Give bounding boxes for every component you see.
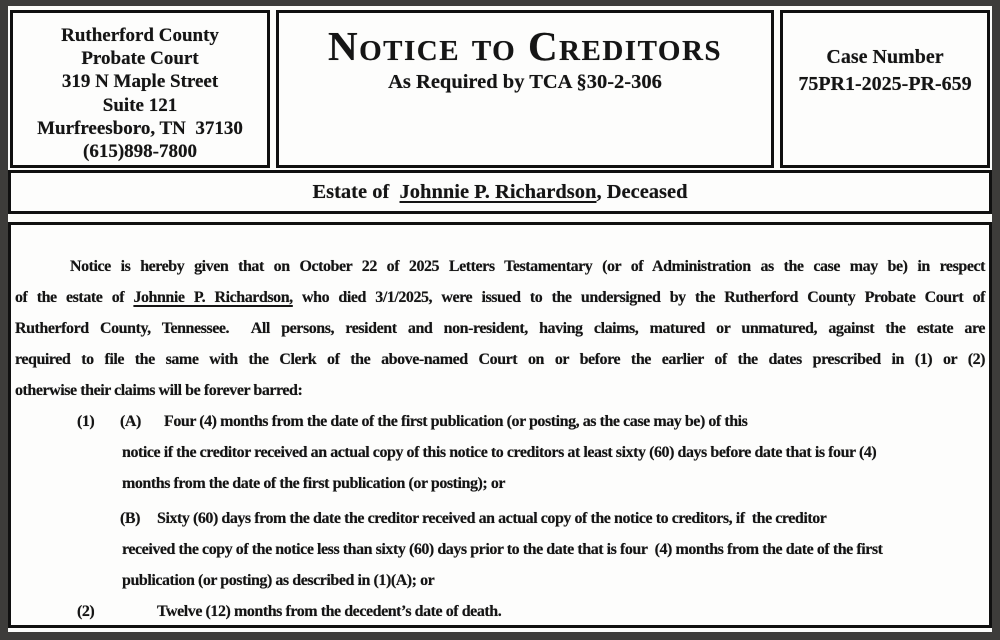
decedent-name-inline: Johnnie P. Richardson,	[133, 289, 293, 306]
estate-prefix: Estate of	[312, 180, 400, 203]
estate-suffix: , Deceased	[596, 180, 688, 203]
court-address-box	[10, 10, 270, 168]
header-row	[10, 10, 990, 168]
notice-paragraph-line-2	[15, 282, 985, 313]
title-box	[276, 10, 774, 168]
item-2-marker: (2)	[77, 603, 95, 620]
notice-body-box	[8, 222, 992, 628]
court-street-line: 319 N Maple Street	[61, 71, 219, 93]
court-name-line: Rutherford County	[61, 25, 219, 46]
item-1b-text-1: Sixty (60) days from the date the creditor received an actual copy of the notice to creditors, if the creditor	[157, 510, 827, 527]
item-2-text: Twelve (12) months from the decedent’s date of death.	[157, 603, 502, 620]
notice-paragraph-line-4: required to file the same with the Clerk of the above-named Court on or before the earlier of the dates prescribed in (1) or (2)	[15, 351, 985, 368]
document-subtitle: As Required by TCA §30-2-306	[388, 71, 662, 93]
notice-paragraph-line-3: Rutherford County, Tennessee. All persons, resident and non-resident, having claims, matured or unmatured, against the estate are	[15, 320, 985, 337]
estate-banner	[8, 170, 992, 214]
notice-paragraph-line-1: Notice is hereby given that on October 22 of 2025 Letters Testamentary (or of Administration as the case may be) in respect	[70, 258, 985, 275]
list-item-1a-line-2: notice if the creditor received an actual copy of this notice to creditors at least sixty (60) days before date that is four (4)	[122, 444, 877, 461]
case-number-label: Case Number	[826, 46, 944, 68]
notice-paragraph-line-5: otherwise their claims will be forever barred:	[15, 382, 303, 399]
case-number-value: 75PR1-2025-PR-659	[798, 73, 972, 95]
court-type-line: Probate Court	[81, 48, 199, 70]
document-page	[8, 6, 992, 632]
document-title: Notice to Creditors	[327, 23, 723, 69]
court-city-line: Murfreesboro, TN 37130	[37, 117, 243, 139]
list-item-1b-line-1	[120, 503, 985, 534]
item-1a-text-1: Four (4) months from the date of the first publication (or posting, as the case may be) of this	[164, 413, 748, 430]
paragraph-after-name: who died 3/1/2025, were issued to the undersigned by the Rutherford County Probate Court of	[292, 289, 986, 306]
paragraph-before-name: of the estate of	[15, 289, 134, 306]
item-1b-marker: (B)	[120, 510, 140, 527]
list-item-1a-line-3: months from the date of the first publication (or posting); or	[122, 475, 506, 492]
court-phone-line: (615)898-7800	[83, 141, 197, 163]
item-1a-marker: (A)	[120, 413, 141, 430]
item-1-marker: (1)	[77, 413, 95, 430]
list-item-2	[77, 596, 985, 627]
decedent-name: Johnnie P. Richardson	[399, 180, 597, 203]
court-suite-line: Suite 121	[102, 94, 178, 116]
case-number-box	[780, 10, 990, 168]
list-item-1a-line-1	[77, 406, 985, 437]
list-item-1b-line-2: received the copy of the notice less than sixty (60) days prior to the date that is four (4) months from the date of the first	[122, 541, 883, 558]
list-item-1b-line-3: publication (or posting) as described in (1)(A); or	[122, 572, 435, 589]
